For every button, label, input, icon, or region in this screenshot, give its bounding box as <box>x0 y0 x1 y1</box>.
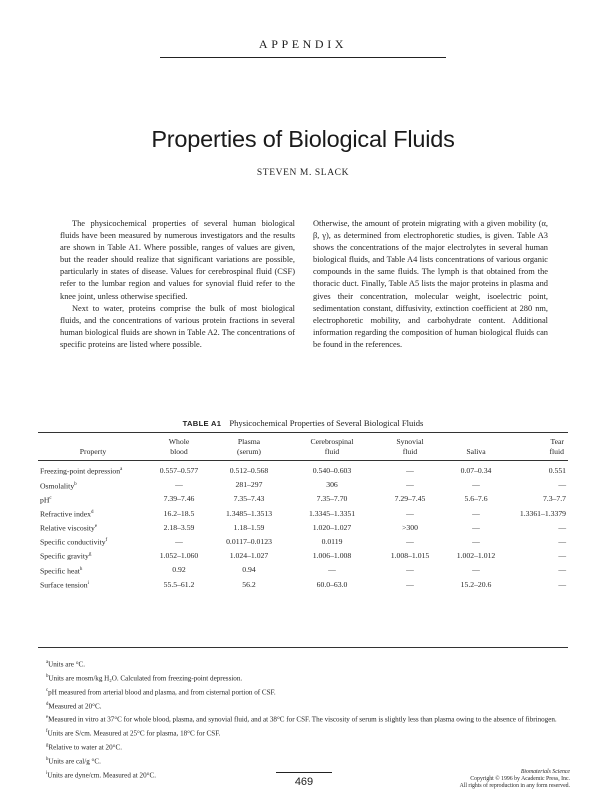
table-row <box>38 461 568 479</box>
table-cell: — <box>406 565 414 575</box>
body-paragraph: The physicochemical properties of several human biological fluids have been measured by numerous investigators and the results are shown in Table A1. Where possible, ranges of values are given, but the reader should realize that significant variations are possible, particularly in states of disease. Values for cerebrospinal fluid (CSF) refer to the lumbar region and values for synovial fluid refer to the knee joint, unless otherwise specified. <box>60 219 295 301</box>
table-cell: — <box>328 565 336 575</box>
table-cell: 0.94 <box>242 565 256 575</box>
table-cell: 0.0117–0.0123 <box>226 537 272 547</box>
table-cell: 0.512–0.568 <box>229 466 269 476</box>
table-cell: 7.3–7.7 <box>542 494 566 504</box>
page-number: 469 <box>294 776 314 788</box>
table-cell: 0.0119 <box>321 537 343 547</box>
article-author: STEVEN M. SLACK <box>256 168 350 178</box>
table-cell: 1.052–1.060 <box>159 551 199 561</box>
table-cell: — <box>406 480 414 490</box>
copyright-line: Copyright © 1996 by Academic Press, Inc. <box>470 776 570 783</box>
col-header: Cerebrospinal fluid <box>310 437 354 456</box>
appendix-heading: APPENDIX <box>258 37 348 51</box>
table-label: TABLE A1 <box>182 419 222 428</box>
col-header: Whole blood <box>168 437 190 456</box>
table-cell: 0.540–0.603 <box>312 466 352 476</box>
table-cell: 56.2 <box>242 579 256 589</box>
table-cell: 0.551 <box>548 466 566 476</box>
table-cell: 306 <box>326 480 338 490</box>
table-cell: — <box>558 537 566 547</box>
table-cell: 0.557–0.577 <box>159 466 199 476</box>
table-cell: — <box>175 480 183 490</box>
table-cell: 7.29–7.45 <box>394 494 426 504</box>
table-cell: — <box>472 537 480 547</box>
body-left-column <box>60 218 295 351</box>
table-cell: 281–297 <box>235 480 263 490</box>
row-property: Specific conductivity$^f$ <box>40 537 108 547</box>
article-title: Properties of Biological Fluids <box>151 126 455 152</box>
table-cell: — <box>558 579 566 589</box>
col-header: Synovial fluid <box>396 437 424 456</box>
table-cell: 16.2–18.5 <box>163 508 195 518</box>
table-cell: 1.3485–1.3513 <box>225 508 273 518</box>
table-bottom-rule <box>38 647 568 648</box>
table-cell: 1.024–1.027 <box>229 551 269 561</box>
table-header-row <box>38 434 568 461</box>
table-row <box>38 492 568 506</box>
table-caption <box>0 418 606 428</box>
journal-name: Biomaterials Science <box>520 769 570 775</box>
row-property: Specific heat$^h$ <box>40 566 83 576</box>
table-cell: — <box>472 508 480 518</box>
table-cell: 15.2–20.6 <box>460 579 492 589</box>
footnote: $^i$Units are dyne/cm. Measured at 20°C. <box>46 770 156 780</box>
table-cell: — <box>472 565 480 575</box>
body-right-column <box>313 218 548 351</box>
table-row <box>38 535 568 549</box>
publisher-imprint <box>390 769 570 791</box>
table-cell: — <box>406 508 414 518</box>
table-cell: 0.07–0.34 <box>460 466 492 476</box>
table-caption-text: Physicochemical Properties of Several Biological Fluids <box>229 418 424 428</box>
footnote: $^f$Units are S/cm. Measured at 25°C for plasma, 18°C for CSF. <box>46 729 221 738</box>
col-header: Tear fluid <box>549 437 564 456</box>
footnote: $^h$Units are cal/g °C. <box>46 757 101 766</box>
table-cell: — <box>406 466 414 476</box>
row-property: $pH^c$ <box>40 495 52 505</box>
rights-line: All rights of reproduction in any form reserved. <box>459 783 570 790</box>
table-top-rule <box>38 432 568 433</box>
table-cell: — <box>406 579 414 589</box>
row-property: Refractive index$^d$ <box>40 509 94 519</box>
table-cell: 5.6–7.6 <box>464 494 488 504</box>
table-cell: — <box>558 522 566 532</box>
row-property: Relative viscosity$^e$ <box>40 523 98 533</box>
table-row <box>38 478 568 492</box>
table-cell: 1.18–1.59 <box>233 522 265 532</box>
footnote: $^a$Units are °C. <box>46 660 86 669</box>
footnote: $^c$pH measured from arterial blood and plasma, and from cisternal portion of CSF. <box>46 687 276 697</box>
table-cell: 60.0–63.0 <box>316 579 348 589</box>
properties-table <box>38 434 568 592</box>
table-cell: — <box>558 480 566 490</box>
table-cell: 1.006–1.008 <box>312 551 352 561</box>
table-cell: — <box>406 537 414 547</box>
table-cell: — <box>175 537 183 547</box>
table-cell: — <box>472 480 480 490</box>
col-header: Plasma (serum) <box>237 437 261 456</box>
col-header: Property <box>79 446 107 456</box>
header-rule <box>160 57 446 58</box>
table-cell: — <box>472 522 480 532</box>
row-property: Specific gravity$^g$ <box>40 552 92 561</box>
table-row <box>38 507 568 521</box>
table-cell: 7.35–7.70 <box>316 494 348 504</box>
table-cell: 0.92 <box>172 565 186 575</box>
table-cell: 7.39–7.46 <box>163 494 195 504</box>
page-number-rule <box>276 772 332 773</box>
body-paragraph: Otherwise, the amount of protein migrating with a given mobility (α, β, γ), as determined from electrophoretic studies, is given. Table A3 shows the concentrations of the major electrolytes in several human biological fluids, and Table A4 lists concentrations of various organic compounds in the same fluids. The lymph is that obtained from the thoracic duct. Finally, Table A5 lists the major proteins in plasma and gives their concentration, molecular weight, isoelectric point, sedimentation constant, diffusivity, extinction coefficient at 280 nm, electrophoretic mobility, and carbohydrate content. Additional information regarding the composition of human biological fluids can be found in the references. <box>313 219 548 349</box>
table-cell: 1.020–1.027 <box>312 522 352 532</box>
footnote: $^b$Units are mosm/kg H₂O. Calculated from freezing-point depression. <box>46 673 243 683</box>
table-cell: 1.008–1.015 <box>390 551 430 561</box>
footnote: $^d$Measured at 20°C. <box>46 701 102 710</box>
row-property: Freezing-point depression$^a$ <box>40 466 123 476</box>
table-cell: 1.3345–1.3351 <box>308 508 356 518</box>
table-footnotes <box>38 657 568 782</box>
table-cell: — <box>558 565 566 575</box>
table-cell: — <box>558 551 566 561</box>
table-cell: 2.18–3.59 <box>163 522 195 532</box>
table-row <box>38 578 568 592</box>
footnote: $^g$Relative to water at 20°C. <box>46 743 122 752</box>
footnote: $^e$Measured in vitro at 37°C for whole blood, plasma, and synovial fluid, and at 38°C for CSF. The viscosity of serum is slightly less than plasma owing to the absence of fibrinogen. <box>46 715 557 724</box>
table-cell: 1.002–1.012 <box>456 551 496 561</box>
table-cell: 7.35–7.43 <box>233 494 265 504</box>
table-row <box>38 563 568 577</box>
table-cell: 1.3361–1.3379 <box>519 508 566 518</box>
body-paragraph: Next to water, proteins comprise the bulk of most biological fluids, and the concentrations of various protein fractions in several human biological fluids are shown in Table A2. The concentrations of specific proteins are listed where possible. <box>60 303 295 349</box>
row-property: Surface tension$^i$ <box>40 580 89 590</box>
table-row <box>38 549 568 563</box>
col-header: Saliva <box>466 446 486 456</box>
table-cell: 55.5–61.2 <box>163 579 195 589</box>
row-property: Osmolality$^b$ <box>40 481 77 491</box>
table-row <box>38 521 568 535</box>
table-cell: >300 <box>402 522 418 532</box>
